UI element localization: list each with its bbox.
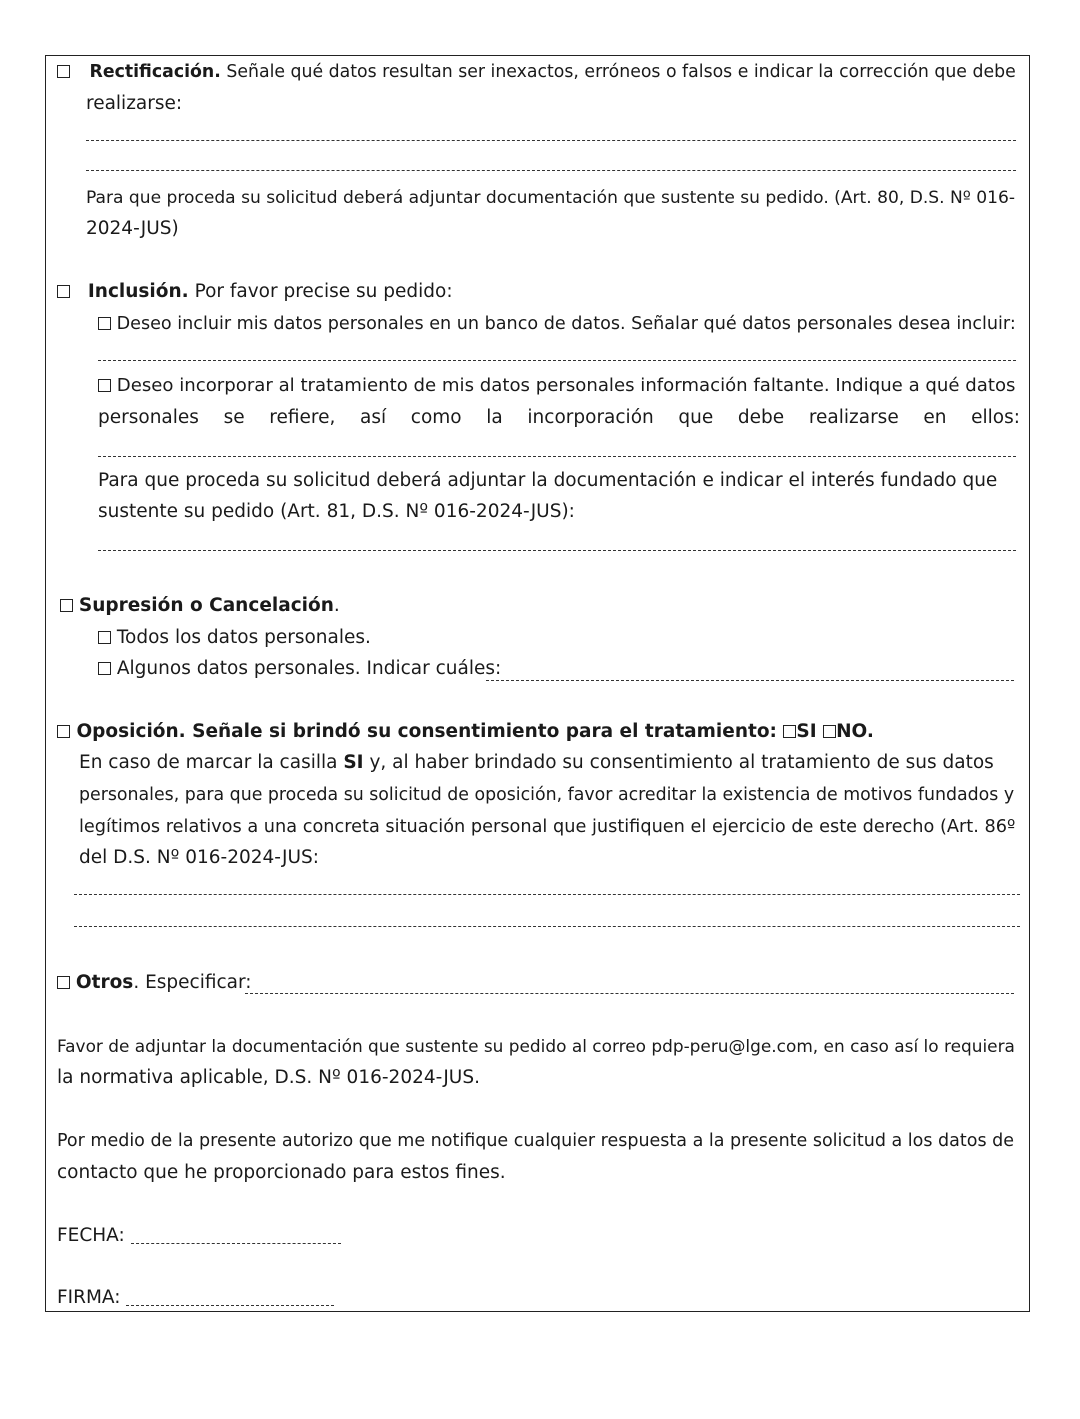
inclusion-answer-line-1[interactable]	[98, 360, 1016, 361]
rectificacion-text: Señale qué datos resultan ser inexactos, erróneos o falsos e indicar la corrección que debe	[226, 62, 1016, 82]
inclusion-option-1-label: Deseo incluir mis datos personales en un banco de datos. Señalar qué datos personales desea incluir:	[116, 314, 1016, 334]
supresion-option-2-checkbox[interactable]	[98, 662, 111, 675]
adjuntar-line-1: Favor de adjuntar la documentación que sustente su pedido al correo pdp-peru@lge.com, en caso así lo requiera	[57, 1036, 1015, 1056]
oposicion-p1-si: SI	[343, 752, 364, 773]
oposicion-p1-a: En caso de marcar la casilla	[79, 752, 344, 773]
supresion-title: Supresión o Cancelación	[78, 595, 334, 616]
rectificacion-row	[57, 60, 1019, 84]
oposicion-paragraph-4: del D.S. Nº 016-2024-JUS:	[79, 847, 319, 868]
fecha-input[interactable]	[131, 1225, 341, 1244]
oposicion-paragraph-3: legítimos relativos a una concreta situación personal que justifiquen el ejercicio de este derecho (Art. 86º	[79, 817, 1016, 837]
adjuntar-line-2: la normativa aplicable, D.S. Nº 016-2024-JUS.	[57, 1067, 480, 1088]
inclusion-word: la	[486, 407, 503, 428]
rectificacion-checkbox[interactable]	[57, 65, 70, 78]
oposicion-no-label: NO.	[836, 721, 874, 742]
firma-label: FIRMA:	[57, 1287, 121, 1308]
supresion-option-2-label: Algunos datos personales. Indicar cuáles:	[116, 658, 502, 679]
rectificacion-note-1: Para que proceda su solicitud deberá adjuntar documentación que sustente su pedido. (Art. 80, D.S. Nº 016-	[86, 188, 1015, 208]
inclusion-text: Por favor precise su pedido:	[194, 281, 453, 302]
oposicion-checkbox[interactable]	[57, 725, 70, 738]
supresion-option-2	[98, 657, 501, 681]
inclusion-row	[57, 280, 453, 304]
inclusion-option-2-checkbox[interactable]	[98, 379, 111, 392]
supresion-checkbox[interactable]	[60, 599, 73, 612]
inclusion-word: realizarse	[808, 407, 899, 428]
rectificacion-note-2: 2024-JUS)	[86, 218, 179, 239]
oposicion-paragraph-2: personales, para que proceda su solicitud de oposición, favor acreditar la existencia de motivos fundados y	[79, 785, 1015, 805]
inclusion-option-2-label: Deseo incorporar al tratamiento de mis datos personales información faltante. Indique a qué datos	[116, 375, 1016, 396]
firma-input[interactable]	[126, 1287, 334, 1306]
autorizo-line-2: contacto que he proporcionado para estos fines.	[57, 1162, 506, 1183]
inclusion-word: en	[923, 407, 947, 428]
inclusion-word: debe	[737, 407, 785, 428]
otros-title: Otros	[75, 972, 134, 993]
inclusion-word: como	[410, 407, 462, 428]
inclusion-word: incorporación	[527, 407, 654, 428]
supresion-answer-line[interactable]	[486, 680, 1014, 681]
oposicion-title: Oposición. Señale si brindó su consentimiento para el tratamiento:	[76, 721, 777, 742]
rectificacion-answer-line-2[interactable]	[86, 170, 1016, 171]
supresion-title-end: .	[333, 595, 340, 616]
inclusion-title: Inclusión.	[87, 281, 189, 302]
rectificacion-answer-line-1[interactable]	[86, 140, 1016, 141]
inclusion-word: ellos:	[971, 407, 1020, 428]
autorizo-line-1: Por medio de la presente autorizo que me notifique cualquier respuesta a la presente solicitud a los datos de	[57, 1131, 1015, 1151]
inclusion-word: se	[223, 407, 245, 428]
supresion-option-1-checkbox[interactable]	[98, 631, 111, 644]
rectificacion-text-cont: realizarse:	[86, 93, 183, 114]
oposicion-paragraph-1	[79, 751, 994, 775]
inclusion-option-1	[98, 312, 1016, 336]
inclusion-word: refiere,	[269, 407, 336, 428]
fecha-label: FECHA:	[57, 1225, 125, 1246]
inclusion-word: personales	[98, 407, 199, 428]
oposicion-si-checkbox[interactable]	[783, 725, 796, 738]
supresion-option-1	[98, 626, 371, 650]
otros-checkbox[interactable]	[57, 976, 70, 989]
inclusion-option-1-checkbox[interactable]	[98, 317, 111, 330]
fecha-row	[57, 1224, 341, 1248]
inclusion-option-2	[98, 374, 1016, 398]
oposicion-answer-line-1[interactable]	[74, 894, 1020, 895]
inclusion-checkbox[interactable]	[57, 285, 70, 298]
inclusion-option-2-justified	[98, 406, 1020, 430]
rectificacion-title: Rectificación.	[89, 62, 221, 82]
inclusion-word: así	[360, 407, 387, 428]
form-frame	[45, 55, 1030, 1312]
oposicion-row	[57, 720, 874, 744]
inclusion-note-2: sustente su pedido (Art. 81, D.S. Nº 016-2024-JUS):	[98, 501, 575, 522]
oposicion-p1-b: y, al haber brindado su consentimiento al tratamiento de sus datos	[363, 752, 994, 773]
otros-answer-line[interactable]	[245, 993, 1014, 994]
inclusion-answer-line-3[interactable]	[98, 550, 1016, 551]
inclusion-word: que	[678, 407, 714, 428]
inclusion-note-1: Para que proceda su solicitud deberá adjuntar la documentación e indicar el interés fundado que	[98, 470, 998, 491]
otros-row	[57, 971, 252, 995]
oposicion-si-label: SI	[796, 721, 817, 742]
oposicion-no-checkbox[interactable]	[823, 725, 836, 738]
supresion-row	[60, 594, 340, 618]
supresion-option-1-label: Todos los datos personales.	[116, 627, 371, 648]
firma-row	[57, 1286, 334, 1310]
inclusion-answer-line-2[interactable]	[98, 456, 1016, 457]
oposicion-answer-line-2[interactable]	[74, 926, 1020, 927]
otros-text: . Especificar:	[133, 972, 252, 993]
